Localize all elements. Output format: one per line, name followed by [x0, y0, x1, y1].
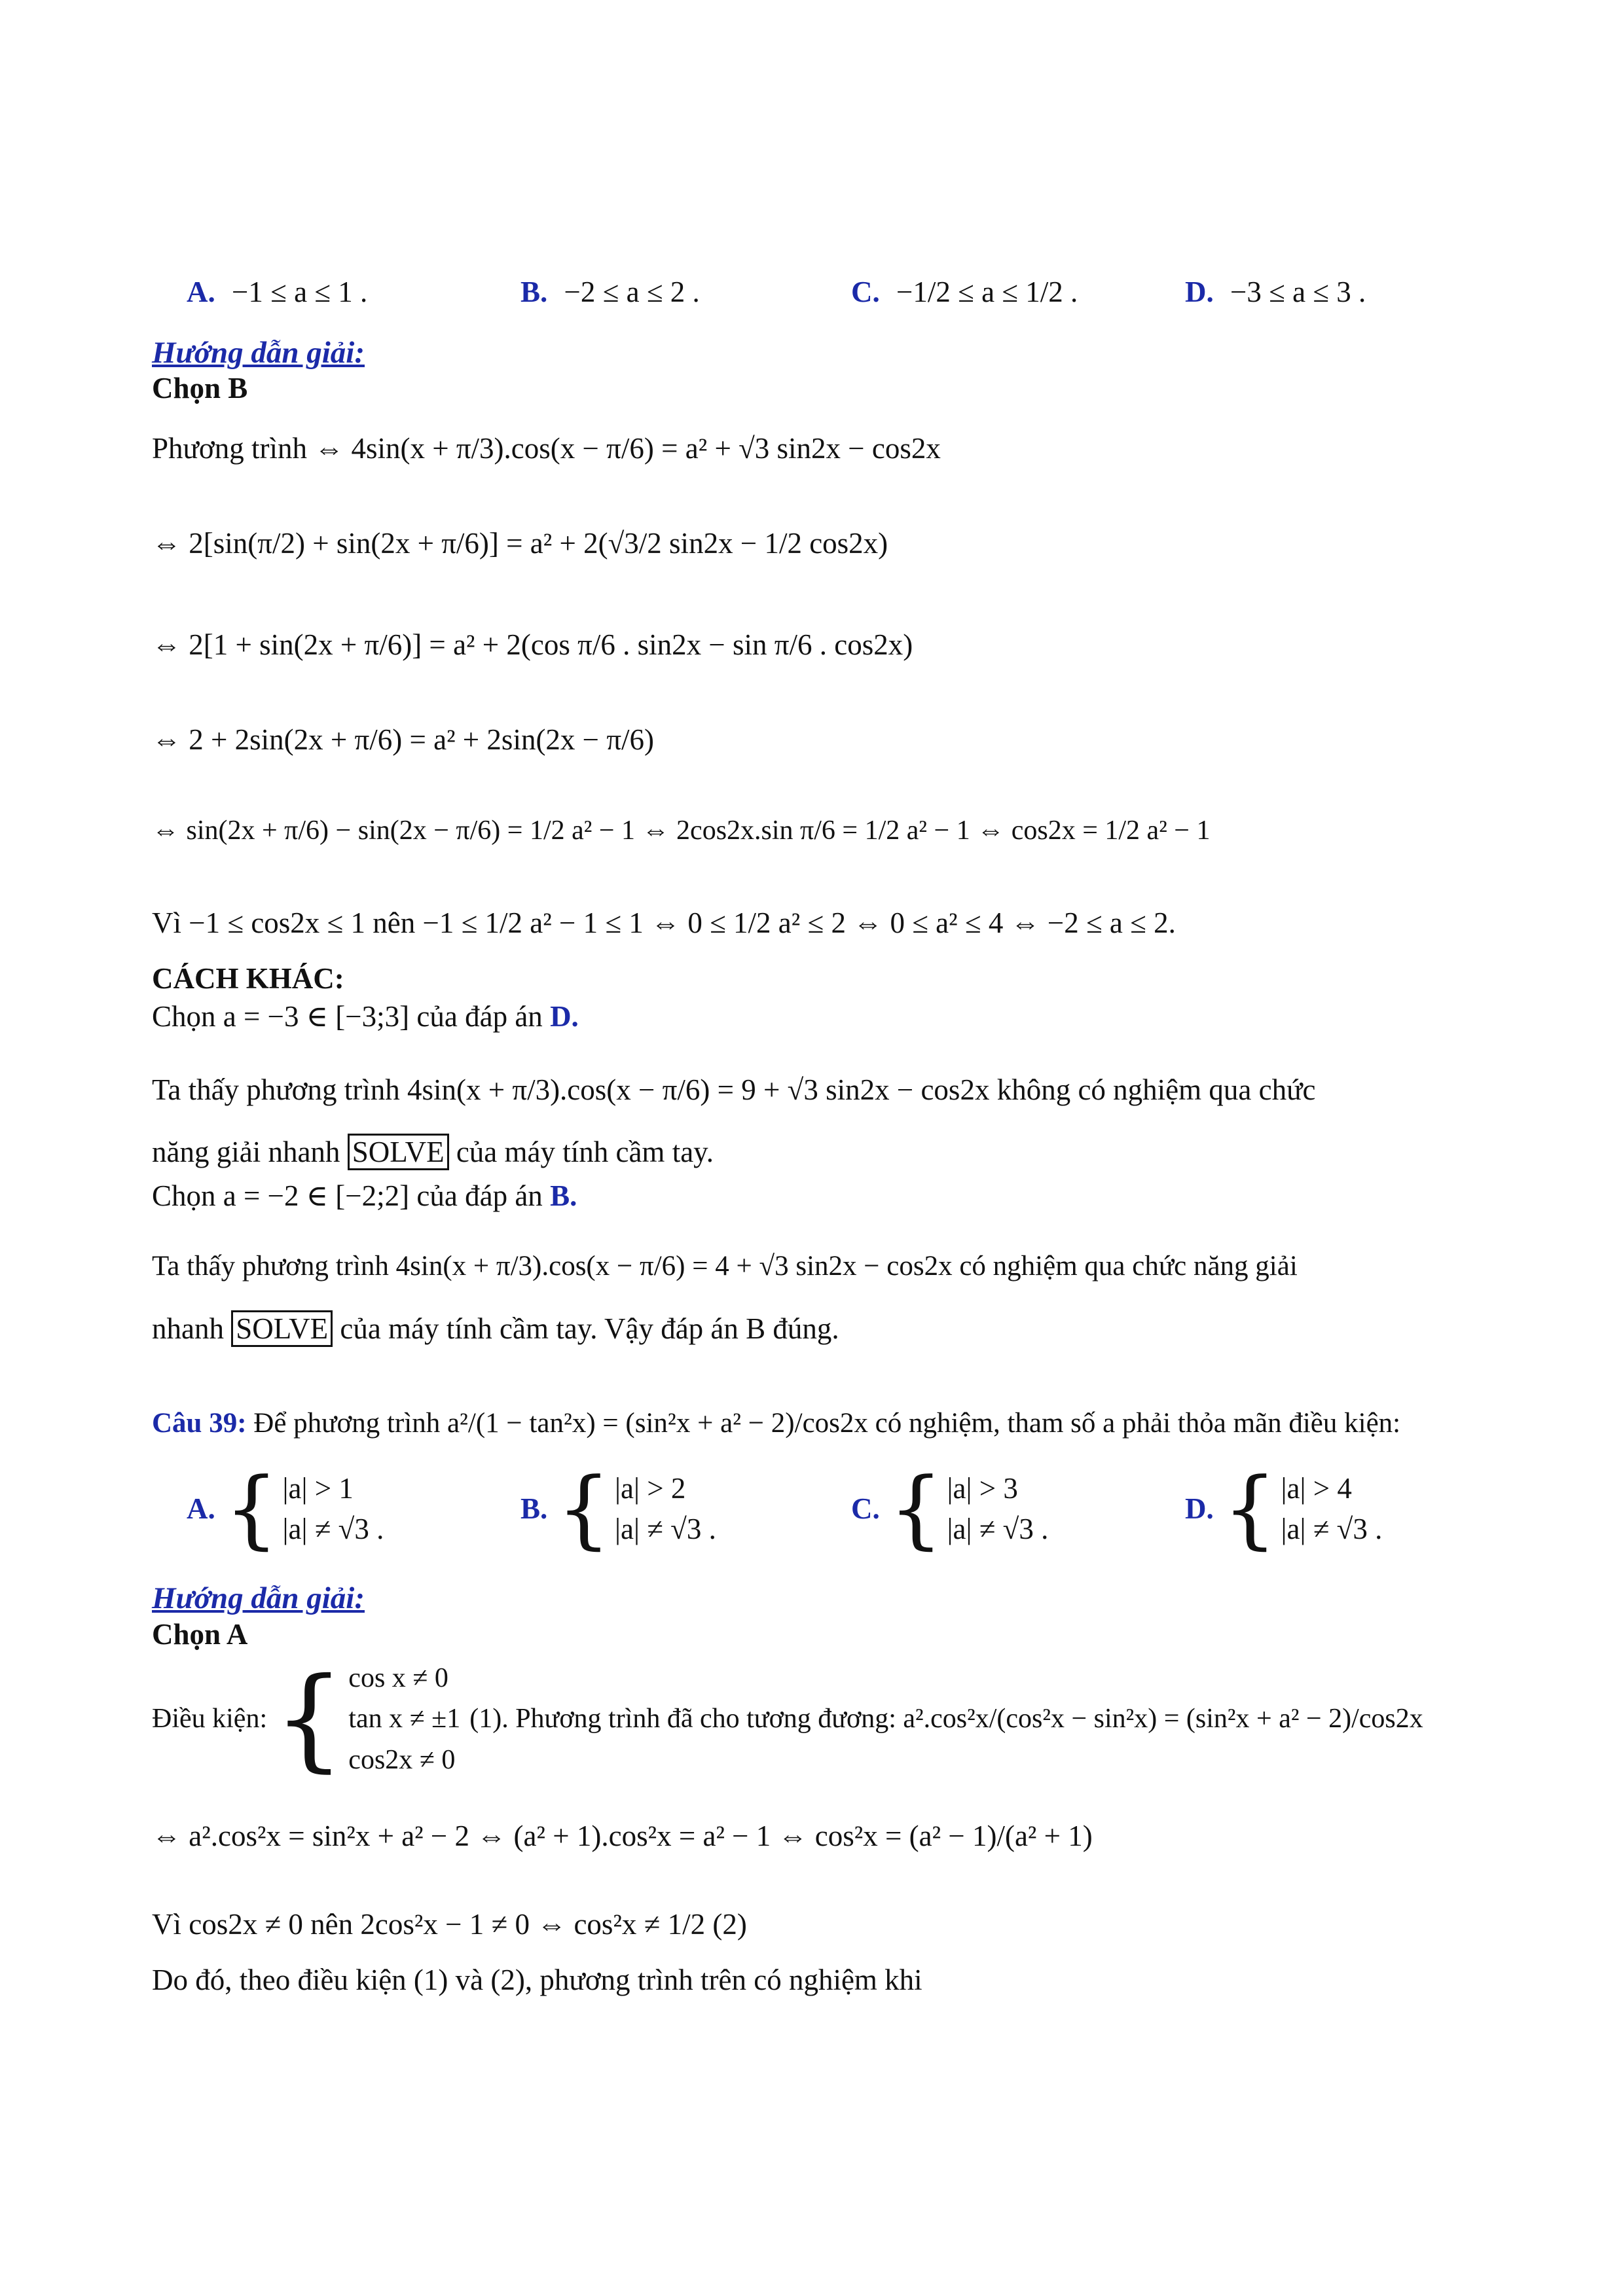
q39-line-3: Do đó, theo điều kiện (1) và (2), phương trình trên có nghiệm khi	[152, 1964, 922, 1996]
alt-check-d-post: của máy tính cầm tay.	[456, 1136, 714, 1168]
condition-post: (1). Phương trình đã cho tương đương: a².cos²x/(cos²x − sin²x) = (sin²x + a² − 2)/cos2x	[469, 1704, 1423, 1734]
solution-line-2: ⇔ 2[sin(π/2) + sin(2x + π/6)] = a² + 2(√3/2 sin2x − 1/2 cos2x)	[152, 527, 888, 560]
alt-check-b-pre: nhanh	[152, 1312, 224, 1345]
alt-check-b-line1: Ta thấy phương trình 4sin(x + π/3).cos(x − π/6) = 4 + √3 sin2x − cos2x có nghiệm qua chức năng giải	[152, 1251, 1298, 1282]
solution-line-1: Phương trình ⇔ 4sin(x + π/3).cos(x − π/6) = a² + √3 sin2x − cos2x	[152, 432, 941, 465]
alt-check-b-line2	[152, 1312, 839, 1346]
q39-option-a	[187, 1459, 384, 1558]
q39-option-a-row1: |a| > 1	[282, 1472, 354, 1505]
q39-line-1: ⇔ a².cos²x = sin²x + a² − 2 ⇔ (a² + 1).cos²x = a² − 1 ⇔ cos²x = (a² − 1)/(a² + 1)	[152, 1820, 1093, 1852]
alt-choice-b	[152, 1179, 577, 1213]
option-a-text: −1 ≤ a ≤ 1 .	[232, 276, 368, 308]
q39-option-d	[1185, 1459, 1383, 1558]
q39-option-b-label: B.	[520, 1492, 548, 1525]
option-c-label: C.	[851, 276, 880, 308]
alt-choice-d-answer: D.	[550, 1000, 579, 1033]
q39-option-c-row2: |a| ≠ √3 .	[947, 1513, 1049, 1545]
brace-icon: {	[224, 1459, 279, 1558]
q39-option-c	[851, 1459, 1049, 1558]
condition-row-3: cos2x ≠ 0	[348, 1744, 456, 1775]
solution-line-6: Vì −1 ≤ cos2x ≤ 1 nên −1 ≤ 1/2 a² − 1 ≤ 1 ⇔ 0 ≤ 1/2 a² ≤ 2 ⇔ 0 ≤ a² ≤ 4 ⇔ −2 ≤ a ≤ 2.	[152, 906, 1176, 939]
option-d	[1185, 275, 1366, 309]
q39-option-b-row2: |a| ≠ √3 .	[614, 1513, 716, 1545]
brace-icon: {	[556, 1459, 611, 1558]
q39-option-b-row1: |a| > 2	[614, 1472, 686, 1505]
condition-label: Điều kiện:	[152, 1704, 268, 1734]
solution-heading: Hướng dẫn giải:	[152, 336, 365, 370]
brace-icon: {	[1222, 1459, 1277, 1558]
alt-choice-d-text: Chọn a = −3 ∈ [−3;3] của đáp án	[152, 1000, 543, 1033]
option-c	[851, 275, 1078, 309]
alt-check-d-line1: Ta thấy phương trình 4sin(x + π/3).cos(x − π/6) = 9 + √3 sin2x − cos2x không có nghiệm qua chức	[152, 1073, 1316, 1106]
alt-check-d-pre: năng giải nhanh	[152, 1136, 340, 1168]
question-39	[152, 1407, 1400, 1439]
condition-row-1: cos x ≠ 0	[348, 1663, 448, 1693]
alt-choice-b-text: Chọn a = −2 ∈ [−2;2] của đáp án	[152, 1179, 543, 1212]
brace-icon: {	[888, 1459, 943, 1558]
q39-option-d-row2: |a| ≠ √3 .	[1281, 1513, 1383, 1545]
q39-option-a-label: A.	[187, 1492, 215, 1525]
brace-icon: {	[274, 1654, 345, 1784]
option-a	[187, 275, 367, 309]
option-d-text: −3 ≤ a ≤ 3 .	[1230, 276, 1366, 308]
q39-solution-heading: Hướng dẫn giải:	[152, 1581, 365, 1615]
alt-check-b-post: của máy tính cầm tay. Vậy đáp án B đúng.	[340, 1312, 839, 1345]
option-b-label: B.	[520, 276, 548, 308]
q39-option-c-row1: |a| > 3	[947, 1472, 1018, 1505]
q39-chosen-answer: Chọn A	[152, 1618, 248, 1651]
q39-condition	[152, 1654, 1423, 1784]
solve-key-box: SOLVE	[348, 1134, 449, 1170]
alt-choice-d	[152, 1000, 579, 1034]
option-c-text: −1/2 ≤ a ≤ 1/2 .	[896, 276, 1078, 308]
q39-option-c-label: C.	[851, 1492, 880, 1525]
condition-row-2: tan x ≠ ±1	[348, 1704, 461, 1734]
chosen-answer: Chọn B	[152, 372, 248, 404]
option-b-text: −2 ≤ a ≤ 2 .	[564, 276, 700, 308]
alt-choice-b-answer: B.	[550, 1179, 577, 1212]
option-a-label: A.	[187, 276, 215, 308]
question-39-text: Để phương trình a²/(1 − tan²x) = (sin²x + a² − 2)/cos2x có nghiệm, tham số a phải thỏa mãn điều kiện:	[253, 1408, 1401, 1439]
question-39-label: Câu 39:	[152, 1408, 247, 1439]
solve-key-box-2: SOLVE	[231, 1310, 333, 1347]
option-b	[520, 275, 700, 309]
alt-heading: CÁCH KHÁC:	[152, 962, 344, 995]
q39-option-b	[520, 1459, 716, 1558]
q39-line-2: Vì cos2x ≠ 0 nên 2cos²x − 1 ≠ 0 ⇔ cos²x ≠ 1/2 (2)	[152, 1908, 747, 1941]
alt-check-d-line2	[152, 1136, 714, 1170]
q39-option-d-label: D.	[1185, 1492, 1214, 1525]
solution-line-3: ⇔ 2[1 + sin(2x + π/6)] = a² + 2(cos π/6 . sin2x − sin π/6 . cos2x)	[152, 628, 913, 661]
option-d-label: D.	[1185, 276, 1214, 308]
q39-option-a-row2: |a| ≠ √3 .	[282, 1513, 384, 1545]
solution-line-4: ⇔ 2 + 2sin(2x + π/6) = a² + 2sin(2x − π/6)	[152, 723, 655, 756]
solution-line-5: ⇔ sin(2x + π/6) − sin(2x − π/6) = 1/2 a² − 1 ⇔ 2cos2x.sin π/6 = 1/2 a² − 1 ⇔ cos2x = 1/2 a² − 1	[152, 816, 1211, 846]
q39-option-d-row1: |a| > 4	[1281, 1472, 1352, 1505]
